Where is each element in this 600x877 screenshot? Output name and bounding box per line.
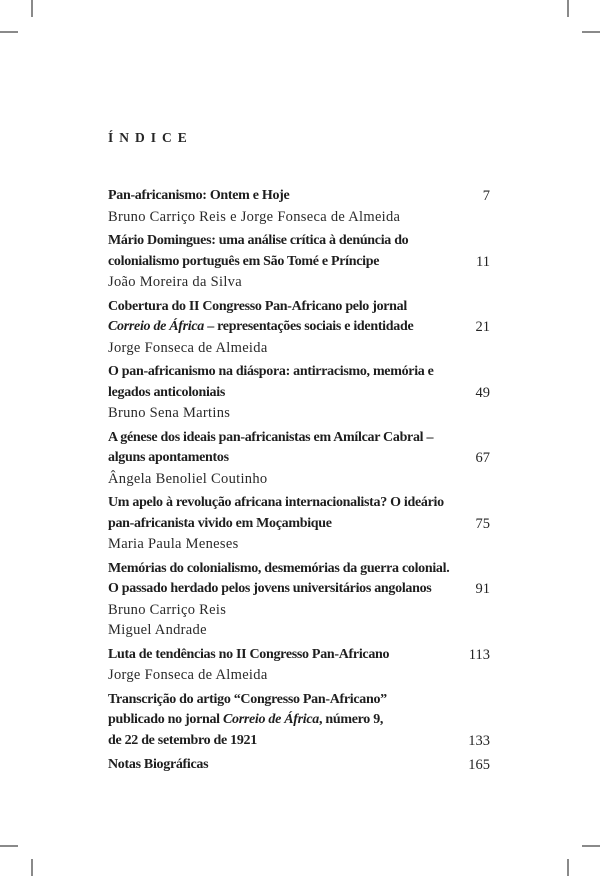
toc-entry-title-line: [108, 383, 490, 404]
toc-entry: [108, 645, 490, 686]
toc-title-segment: Mário Domingues: uma análise crítica à denúncia do: [108, 233, 409, 248]
toc-entry: [108, 755, 490, 776]
toc-page-number: 11: [476, 253, 490, 270]
toc-entry-title-line: [108, 297, 490, 318]
crop-mark-top-right-vertical: [567, 0, 569, 17]
toc-page-number: 133: [468, 732, 490, 749]
toc-page-number: 113: [468, 646, 490, 663]
crop-mark-top-left-horizontal: [0, 31, 18, 33]
toc-title-segment: publicado no jornal: [108, 712, 223, 727]
table-of-contents: [108, 186, 490, 780]
toc-entry-author: Miguel Andrade: [108, 622, 207, 638]
toc-entry: [108, 362, 490, 424]
toc-entry-author: Bruno Carriço Reis: [108, 601, 227, 618]
toc-page-number: 49: [475, 384, 490, 401]
toc-title-segment: pan-africanista vivido em Moçambique: [108, 515, 332, 531]
toc-entry-title-line: [108, 710, 490, 731]
toc-title-segment: de 22 de setembro de 1921: [108, 732, 257, 748]
toc-title-segment: A génese dos ideais pan-africanistas em Amílcar Cabral –: [108, 429, 434, 445]
toc-entry-title-line: [108, 559, 490, 580]
toc-entry: [108, 559, 490, 641]
toc-entry-title-line: [108, 428, 490, 449]
toc-entry-author: Jorge Fonseca de Almeida: [108, 667, 268, 683]
toc-title-segment: Transcrição do artigo “Congresso Pan-Africano”: [108, 691, 387, 707]
toc-page-number: 75: [475, 515, 490, 532]
toc-entry: [108, 186, 490, 227]
toc-entry-title-line: [108, 493, 490, 514]
toc-title-segment: legados anticoloniais: [108, 384, 225, 400]
toc-entry: [108, 297, 490, 359]
toc-title-segment: Notas Biográficas: [108, 757, 209, 772]
toc-page-number: 21: [475, 319, 490, 335]
toc-entry-title-line: [108, 514, 490, 535]
toc-entry-title-line: [108, 448, 490, 469]
toc-entry: [108, 690, 490, 752]
toc-entry-title-line: [108, 231, 490, 252]
toc-entry-title-line: [108, 731, 490, 752]
page-title: ÍNDICE: [108, 130, 193, 145]
toc-title-segment: alguns apontamentos: [108, 450, 229, 465]
toc-page-number: 67: [475, 450, 490, 466]
toc-page-number: 165: [468, 757, 490, 773]
toc-entry-title-line: [108, 579, 490, 600]
toc-entry: [108, 428, 490, 490]
toc-entry-title-line: [108, 645, 490, 666]
toc-title-segment: , número 9,: [319, 712, 384, 727]
toc-entry-author: Jorge Fonseca de Almeida: [108, 339, 268, 356]
toc-title-segment-italic: Correio de África: [222, 712, 319, 727]
toc-title-segment: Pan-africanismo: Ontem e Hoje: [108, 188, 290, 203]
toc-entry-title-line: [108, 755, 490, 776]
toc-title-segment-italic: Correio de África: [108, 319, 205, 334]
toc-page-number: 91: [475, 581, 490, 597]
toc-entry-author: Maria Paula Meneses: [108, 536, 239, 552]
crop-mark-top-left-vertical: [31, 0, 33, 17]
toc-entry-title-line: [108, 317, 490, 338]
toc-entry-author: Bruno Sena Martins: [108, 405, 231, 421]
crop-mark-bottom-left-horizontal: [0, 845, 18, 847]
crop-mark-bottom-right-horizontal: [582, 845, 600, 847]
toc-page-number: 7: [482, 188, 490, 204]
toc-title-segment: O passado herdado pelos jovens universitários angolanos: [108, 581, 432, 596]
toc-entry-author: Ângela Benoliel Coutinho: [108, 470, 268, 487]
crop-mark-bottom-right-vertical: [567, 859, 569, 876]
toc-entry: [108, 231, 490, 293]
toc-entry: [108, 493, 490, 555]
toc-entry-title-line: [108, 362, 490, 383]
toc-title-segment: Cobertura do II Congresso Pan-Africano pelo jornal: [108, 298, 407, 314]
toc-entry-title-line: [108, 252, 490, 273]
crop-mark-top-right-horizontal: [582, 31, 600, 33]
toc-title-segment: colonialismo português em São Tomé e Príncipe: [108, 253, 380, 269]
toc-title-segment: Um apelo à revolução africana internacionalista? O ideário: [108, 495, 444, 510]
crop-mark-bottom-left-vertical: [31, 859, 33, 876]
toc-entry-author: Bruno Carriço Reis e Jorge Fonseca de Almeida: [108, 208, 401, 225]
toc-entry-title-line: [108, 186, 490, 207]
toc-entry-author: João Moreira da Silva: [108, 274, 242, 290]
toc-title-segment: Luta de tendências no II Congresso Pan-Africano: [108, 646, 390, 662]
toc-title-segment: Memórias do colonialismo, desmemórias da guerra colonial.: [108, 560, 450, 576]
toc-title-segment: – representações sociais e identidade: [204, 319, 414, 334]
toc-entry-title-line: [108, 690, 490, 711]
toc-title-segment: O pan-africanismo na diáspora: antirracismo, memória e: [108, 364, 434, 379]
